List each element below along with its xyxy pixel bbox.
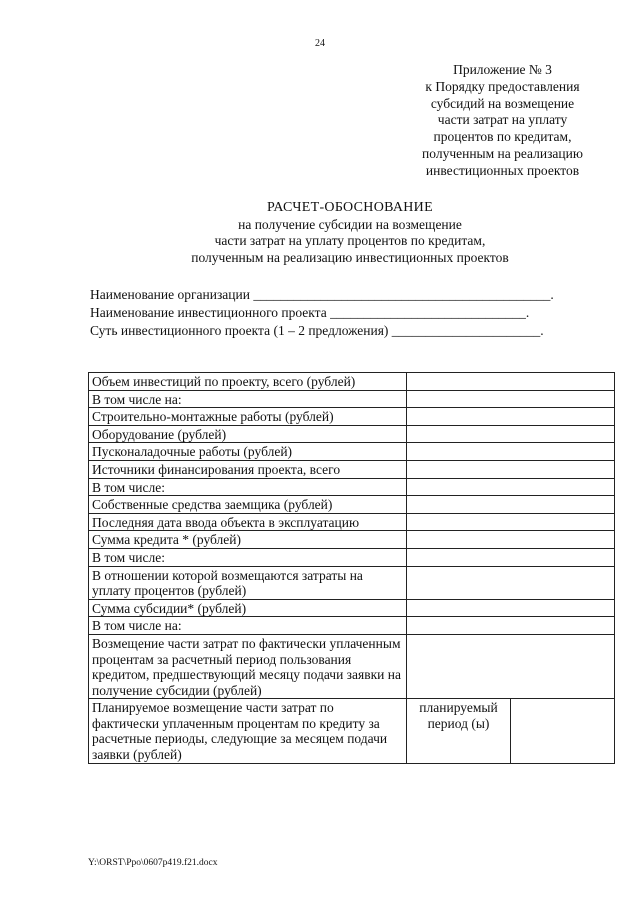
row-label: В том числе: xyxy=(89,548,407,566)
appendix-line: Приложение № 3 xyxy=(453,62,552,77)
appendix-line: части затрат на уплату xyxy=(437,112,568,128)
table-row xyxy=(89,425,615,443)
row-label: Возмещение части затрат по фактически уплаченным процентам за расчетный период пользования кредитом, предшествующий месяцу подачи заявки на получение субсидии (рублей) xyxy=(89,634,407,698)
row-label: Пусконаладочные работы (рублей) xyxy=(89,443,407,461)
value-cell xyxy=(407,460,615,478)
appendix-header xyxy=(395,62,610,180)
value-cell xyxy=(407,408,615,426)
value-cell xyxy=(407,548,615,566)
planned-period-cell: планируемый период (ы) xyxy=(407,699,511,763)
value-cell xyxy=(407,373,615,391)
table-row xyxy=(89,599,615,617)
table-row xyxy=(89,513,615,531)
file-path-footer: Y:\ORST\Ppo\0607p419.f21.docx xyxy=(88,858,218,868)
row-label: Сумма субсидии* (рублей) xyxy=(89,599,407,617)
value-cell xyxy=(407,496,615,514)
investment-table xyxy=(88,372,615,764)
appendix-line: полученным на реализацию xyxy=(422,145,583,161)
table-row xyxy=(89,478,615,496)
appendix-line: к Порядку предоставления xyxy=(425,78,580,94)
table-row xyxy=(89,496,615,514)
table-row xyxy=(89,699,615,763)
organization-name-field: Наименование организации ____________________________________________. xyxy=(90,287,554,302)
appendix-line: субсидий на возмещение xyxy=(430,95,575,111)
value-cell xyxy=(407,478,615,496)
row-label: Последняя дата ввода объекта в эксплуатацию xyxy=(89,513,407,531)
value-cell xyxy=(407,566,615,599)
table-row xyxy=(89,408,615,426)
document-title xyxy=(90,200,610,266)
table-row xyxy=(89,617,615,635)
table-row xyxy=(89,548,615,566)
page-number: 24 xyxy=(315,38,325,49)
value-cell xyxy=(407,531,615,549)
table-row xyxy=(89,373,615,391)
appendix-line: инвестиционных проектов xyxy=(425,162,580,178)
row-label: Планируемое возмещение части затрат по фактически уплаченным процентам по кредиту за расчетные периоды, следующие за месяцем подачи заявки (рублей) xyxy=(89,699,407,763)
project-name-field: Наименование инвестиционного проекта _____________________________. xyxy=(90,304,530,320)
value-cell xyxy=(407,599,615,617)
table-row xyxy=(89,443,615,461)
table-row xyxy=(89,566,615,599)
title-line: части затрат на уплату процентов по кредитам, xyxy=(214,233,486,248)
value-cell xyxy=(511,699,615,763)
title-line: полученным на реализацию инвестиционных проектов xyxy=(191,249,509,265)
value-cell xyxy=(407,443,615,461)
row-label: Объем инвестиций по проекту, всего (рублей) xyxy=(89,373,407,391)
value-cell xyxy=(407,634,615,698)
row-label: Сумма кредита * (рублей) xyxy=(89,531,407,549)
value-cell xyxy=(407,390,615,408)
value-cell xyxy=(407,617,615,635)
table-row xyxy=(89,390,615,408)
row-label: В том числе: xyxy=(89,478,407,496)
form-fields xyxy=(90,286,615,339)
project-essence-field: Суть инвестиционного проекта (1 – 2 предложения) ______________________. xyxy=(90,322,544,338)
title-line: на получение субсидии на возмещение xyxy=(238,216,462,232)
row-label: В том числе на: xyxy=(89,617,407,635)
row-label: В отношении которой возмещаются затраты на уплату процентов (рублей) xyxy=(89,566,407,599)
table-row xyxy=(89,460,615,478)
appendix-line: процентов по кредитам, xyxy=(433,129,572,145)
value-cell xyxy=(407,513,615,531)
title-main: РАСЧЕТ-ОБОСНОВАНИЕ xyxy=(267,200,433,215)
row-label: Собственные средства заемщика (рублей) xyxy=(89,496,407,514)
value-cell xyxy=(407,425,615,443)
row-label: Строительно-монтажные работы (рублей) xyxy=(89,408,407,426)
table-row xyxy=(89,531,615,549)
row-label: В том числе на: xyxy=(89,390,407,408)
row-label: Источники финансирования проекта, всего xyxy=(89,460,407,478)
table-row xyxy=(89,634,615,698)
row-label: Оборудование (рублей) xyxy=(89,425,407,443)
